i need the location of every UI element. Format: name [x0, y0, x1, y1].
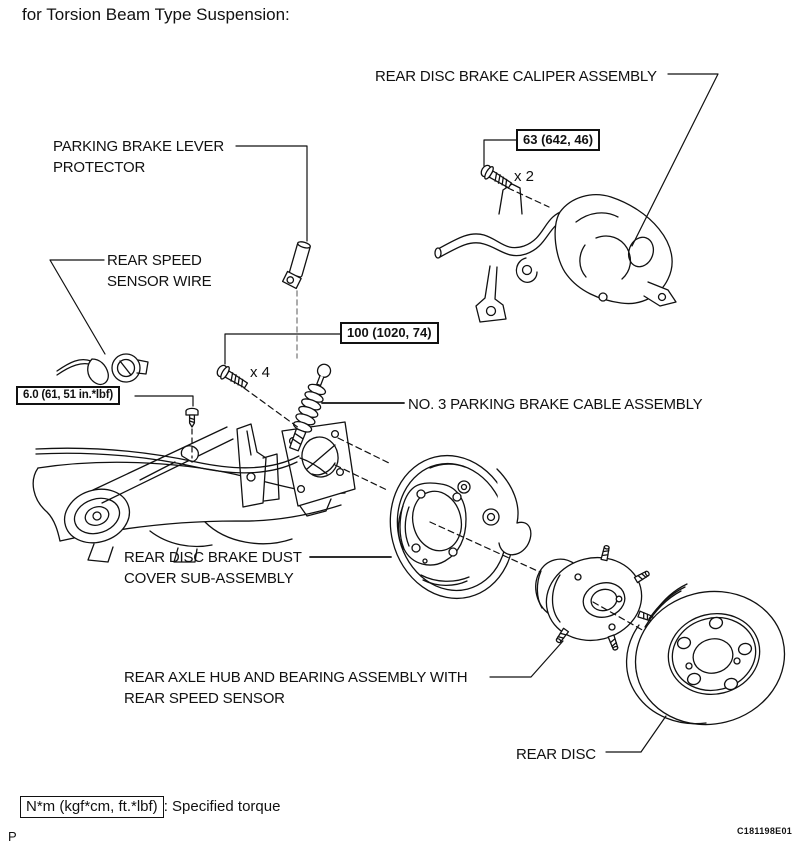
caliper-drawing [435, 184, 676, 322]
torque-legend-description: : Specified torque [163, 798, 281, 815]
callout-no3-cable: NO. 3 PARKING BRAKE CABLE ASSEMBLY [408, 396, 703, 413]
hub-drawing [530, 545, 654, 651]
sensor-wire-drawing [57, 354, 148, 384]
callout-caliper: REAR DISC BRAKE CALIPER ASSEMBLY [375, 68, 657, 85]
disc-drawing [621, 576, 793, 740]
protector-drawing [282, 240, 311, 289]
torque-legend-unit-box: N*m (kgf*cm, ft.*lbf) [20, 796, 164, 818]
caliper-bolt-drawing [479, 163, 514, 192]
callout-sensor-wire-line1: REAR SPEED [107, 252, 202, 269]
callout-rear-disc: REAR DISC [516, 746, 596, 763]
callout-dust-cover-line1: REAR DISC BRAKE DUST [124, 549, 302, 566]
callout-hub-line2: REAR SPEED SENSOR [124, 690, 285, 707]
drawing-code: C181198E01 [737, 826, 793, 836]
callout-sensor-wire [107, 250, 211, 292]
torque-box-caliper-bolts: 63 (642, 46) [516, 129, 600, 151]
callout-dust-cover [124, 547, 302, 589]
qty-caliper-bolts: x 2 [514, 168, 535, 185]
torque-legend [20, 796, 280, 818]
callout-dust-cover-line2: COVER SUB-ASSEMBLY [124, 570, 294, 587]
hub-bolt-drawing [215, 363, 250, 392]
callout-protector-line2: PROTECTOR [53, 159, 146, 176]
dust-cover-drawing [375, 442, 530, 611]
callout-protector-line1: PARKING BRAKE LEVER [53, 138, 224, 155]
torque-box-sensor-screw: 6.0 (61, 51 in.*lbf) [16, 386, 120, 405]
page-title: for Torsion Beam Type Suspension: [22, 5, 290, 24]
torque-box-hub-bolts: 100 (1020, 74) [340, 322, 439, 344]
page-marker: P [8, 829, 17, 844]
callout-hub [124, 667, 467, 709]
callout-sensor-wire-line2: SENSOR WIRE [107, 273, 212, 290]
axle-beam-drawing [33, 422, 355, 562]
callout-protector [53, 136, 224, 178]
callout-hub-line1: REAR AXLE HUB AND BEARING ASSEMBLY WITH [124, 669, 468, 686]
qty-hub-bolts: x 4 [250, 364, 271, 381]
hub-bolt-dash [244, 388, 299, 428]
sensor-screw-drawing [186, 408, 198, 427]
